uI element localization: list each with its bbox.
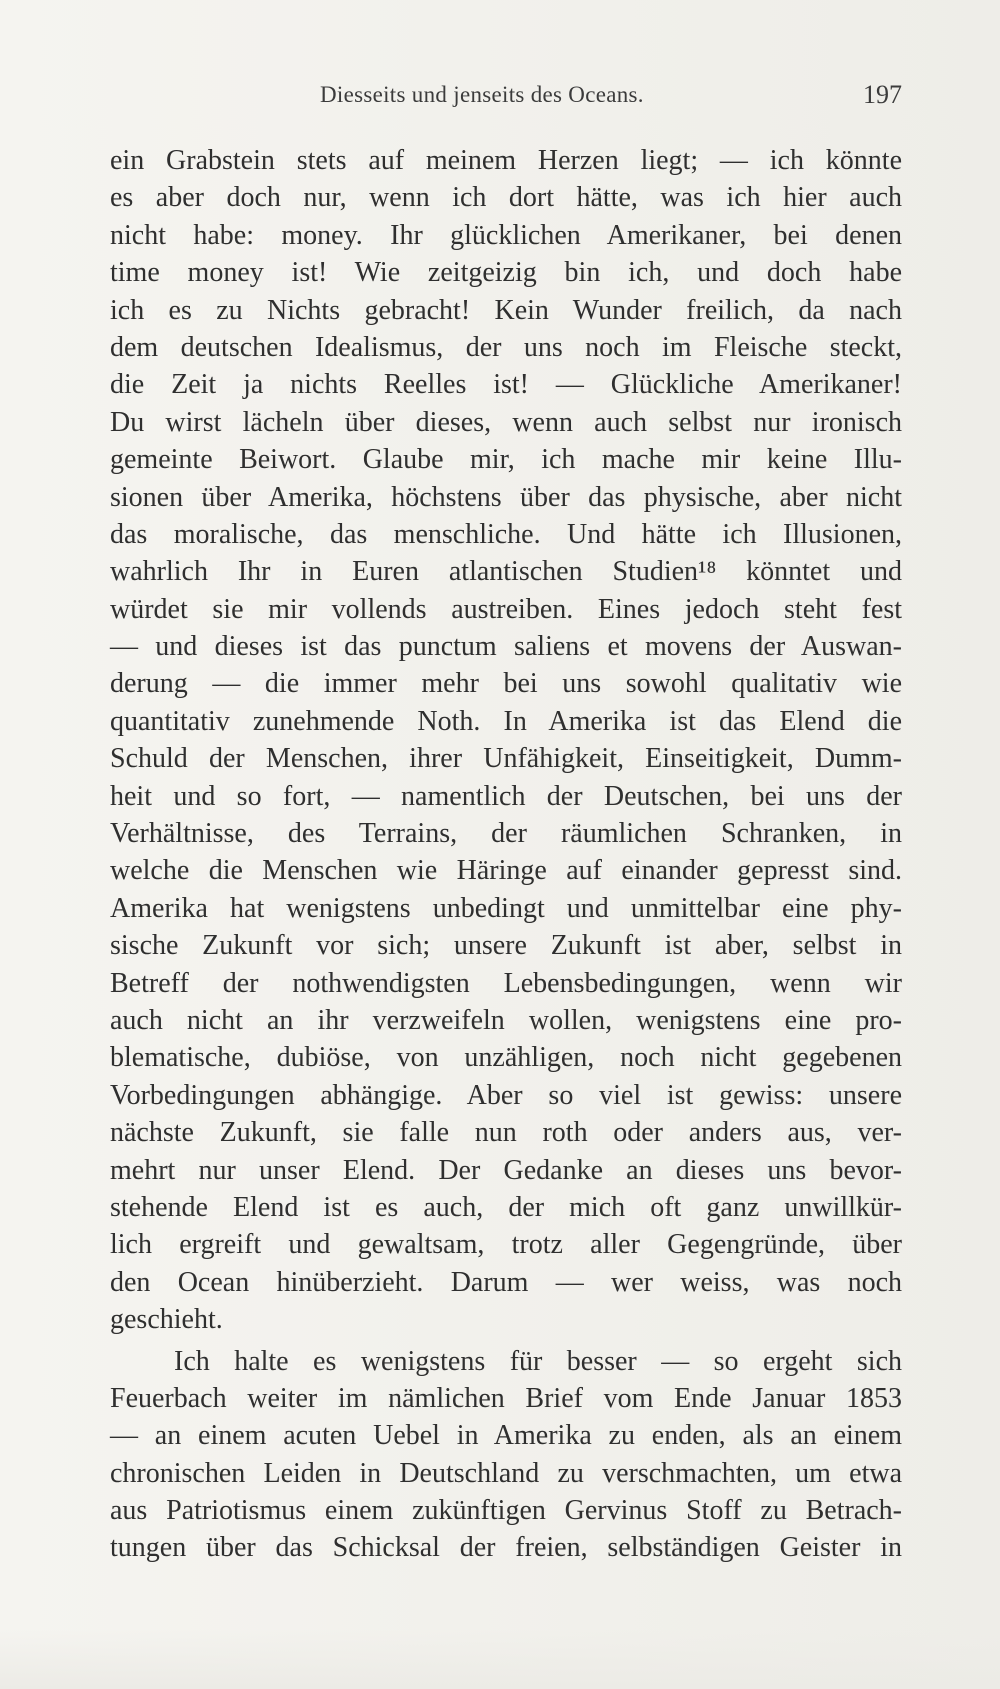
text-line: das moralische, das menschliche. Und hätte ich Illusionen, — [110, 518, 902, 550]
text-line: derung — die immer mehr bei uns sowohl qualitativ wie — [110, 668, 902, 700]
text-line: Amerika hat wenigstens unbedingt und unmittelbar eine phy- — [110, 892, 902, 924]
text-line: geschieht. — [110, 1304, 223, 1336]
text-line: Ich halte es wenigstens für besser — so ergeht sich — [174, 1345, 902, 1377]
text-line: Verhältnisse, des Terrains, der räumlichen Schranken, in — [110, 818, 902, 850]
page-header — [110, 80, 902, 120]
text-line: lich ergreift und gewaltsam, trotz aller Gegengründe, über — [110, 1229, 902, 1261]
text-line: — und dieses ist das punctum saliens et movens der Auswan- — [110, 631, 902, 663]
text-line: quantitativ zunehmende Noth. In Amerika ist das Elend die — [110, 705, 902, 737]
text-line: Schuld der Menschen, ihrer Unfähigkeit, Einseitigkeit, Dumm- — [110, 743, 902, 775]
text-line: wahrlich Ihr in Euren atlantischen Studien¹⁸ könntet und — [110, 556, 902, 588]
text-line: die Zeit ja nichts Reelles ist! — Glückliche Amerikaner! — [110, 369, 902, 401]
text-line: chronischen Leiden in Deutschland zu verschmachten, um etwa — [110, 1457, 902, 1489]
text-line: nicht habe: money. Ihr glücklichen Amerikaner, bei denen — [110, 219, 902, 251]
text-line: aus Patriotismus einem zukünftigen Gervinus Stoff zu Betrach- — [110, 1495, 902, 1527]
text-line: Du wirst lächeln über dieses, wenn auch selbst nur ironisch — [110, 406, 902, 438]
text-line: ein Grabstein stets auf meinem Herzen liegt; — ich könnte — [110, 145, 902, 176]
text-line: gemeinte Beiwort. Glaube mir, ich mache mir keine Illu- — [110, 444, 902, 476]
text-line: heit und so fort, — namentlich der Deutschen, bei uns der — [110, 780, 902, 812]
text-line: es aber doch nur, wenn ich dort hätte, was ich hier auch — [110, 182, 902, 214]
text-line: ich es zu Nichts gebracht! Kein Wunder freilich, da nach — [110, 294, 902, 326]
text-line: den Ocean hinüberzieht. Darum — wer weiss, was noch — [110, 1266, 902, 1298]
body-text — [110, 142, 902, 1567]
text-line: auch nicht an ihr verzweifeln wollen, wenigstens eine pro- — [110, 1004, 902, 1036]
paragraph-1 — [110, 142, 902, 1339]
text-line: time money ist! Wie zeitgeizig bin ich, und doch habe — [110, 257, 902, 289]
text-line: stehende Elend ist es auch, der mich oft ganz unwillkür- — [110, 1191, 902, 1223]
running-title: Diesseits und jenseits des Oceans. — [320, 82, 644, 107]
text-line: Feuerbach weiter im nämlichen Brief vom Ende Januar 1853 — [110, 1382, 902, 1414]
text-line: tungen über das Schicksal der freien, selbständigen Geister in — [110, 1532, 902, 1564]
page-number: 197 — [863, 80, 902, 109]
text-line: dem deutschen Idealismus, der uns noch im Fleische steckt, — [110, 331, 902, 363]
text-line: blematische, dubiöse, von unzähligen, noch nicht gegebenen — [110, 1042, 902, 1074]
text-line: mehrt nur unser Elend. Der Gedanke an dieses uns bevor- — [110, 1154, 902, 1186]
paragraph-2 — [110, 1343, 902, 1567]
text-line: sische Zukunft vor sich; unsere Zukunft ist aber, selbst in — [110, 930, 902, 962]
text-line: nächste Zukunft, sie falle nun roth oder anders aus, ver- — [110, 1117, 902, 1149]
text-line: Betreff der nothwendigsten Lebensbedingungen, wenn wir — [110, 967, 902, 999]
text-line: sionen über Amerika, höchstens über das physische, aber nicht — [110, 481, 902, 513]
text-line: welche die Menschen wie Häringe auf einander gepresst sind. — [110, 855, 902, 887]
text-line: würdet sie mir vollends austreiben. Eines jedoch steht fest — [110, 593, 902, 625]
page-bottom-shade — [0, 1629, 1000, 1689]
text-line: — an einem acuten Uebel in Amerika zu enden, als an einem — [110, 1420, 902, 1452]
text-line: Vorbedingungen abhängige. Aber so viel ist gewiss: unsere — [110, 1079, 902, 1111]
